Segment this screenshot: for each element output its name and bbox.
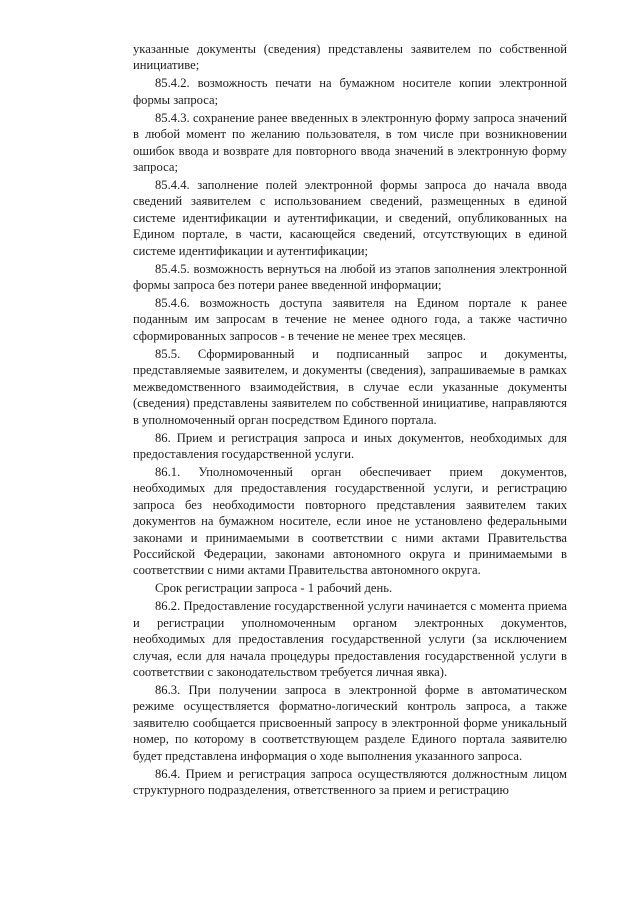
paragraph-86-2: 86.2. Предоставление государственной услуги начинается с момента приема и регистрации уполномоченным органом электронных документов, необходимых для предоставления государственной услуги (за исключением случая, если для начала процедуры предоставления государственной услуги в соответствии с законодательством требуется личная явка). (133, 599, 567, 679)
paragraph-85-4-6: 85.4.6. возможность доступа заявителя на Едином портале к ранее поданным им запросам в течение не менее одного года, а также частично сформированных запросов - в течение не менее трех месяцев. (133, 296, 567, 343)
paragraph-86-3: 86.3. При получении запроса в электронной форме в автоматическом режиме осуществляется форматно-логический контроль запроса, а также заявителю сообщается присвоенный запросу в электронной форме уникальный номер, по которому в соответствующем разделе Единого портала заявителю будет представлена информация о ходе выполнения указанного запроса. (133, 682, 567, 763)
paragraph-registration-term: Срок регистрации запроса - 1 рабочий день. (155, 581, 393, 596)
paragraph-85-4-5: 85.4.5. возможность вернуться на любой из этапов заполнения электронной формы запроса без потери ранее введенной информации; (133, 261, 567, 293)
document-body (133, 41, 567, 800)
paragraph-85-4-3: 85.4.3. сохранение ранее введенных в электронную форму запроса значений в любой момент по желанию пользователя, в том числе при возникновении ошибок ввода и возврате для повторного ввода значений в электронную форму запроса; (133, 110, 567, 175)
paragraph-85-5: 85.5. Сформированный и подписанный запрос и документы, представляемые заявителем, и документы (сведения), запрашиваемые в рамках межведомственного взаимодействия, в случае если указанные документы (сведения) представлены заявителем по собственной инициативе, направляются в уполномоченный орган посредством Единого портала. (133, 346, 567, 427)
paragraph-85-4-2: 85.4.2. возможность печати на бумажном носителе копии электронной формы запроса; (133, 76, 567, 107)
paragraph-86-4: 86.4. Прием и регистрация запроса осуществляются должностным лицом структурного подразделения, ответственного за прием и регистрацию (133, 766, 567, 797)
paragraph-continuation: указанные документы (сведения) представлены заявителем по собственной инициативе; (133, 42, 567, 73)
paragraph-85-4-4: 85.4.4. заполнение полей электронной формы запроса до начала ввода сведений заявителем с использованием сведений, размещенных в единой системе идентификации и аутентификации, и сведений, опубликованных на Едином портале, в части, касающейся сведений, отсутствующих в единой системе идентификации и аутентификации; (133, 178, 567, 258)
paragraph-86: 86. Прием и регистрация запроса и иных документов, необходимых для предоставления государственной услуги. (133, 430, 567, 461)
paragraph-86-1: 86.1. Уполномоченный орган обеспечивает прием документов, необходимых для предоставления государственной услуги, и регистрацию запроса без необходимости повторного представления заявителем таких документов на бумажном носителе, если иное не установлено федеральными законами и принимаемыми в соответствии с ними актами Правительства Российской Федерации, законами автономного округа и принимаемыми в соответствии с ними актами Правительства автономного округа. (133, 464, 567, 578)
